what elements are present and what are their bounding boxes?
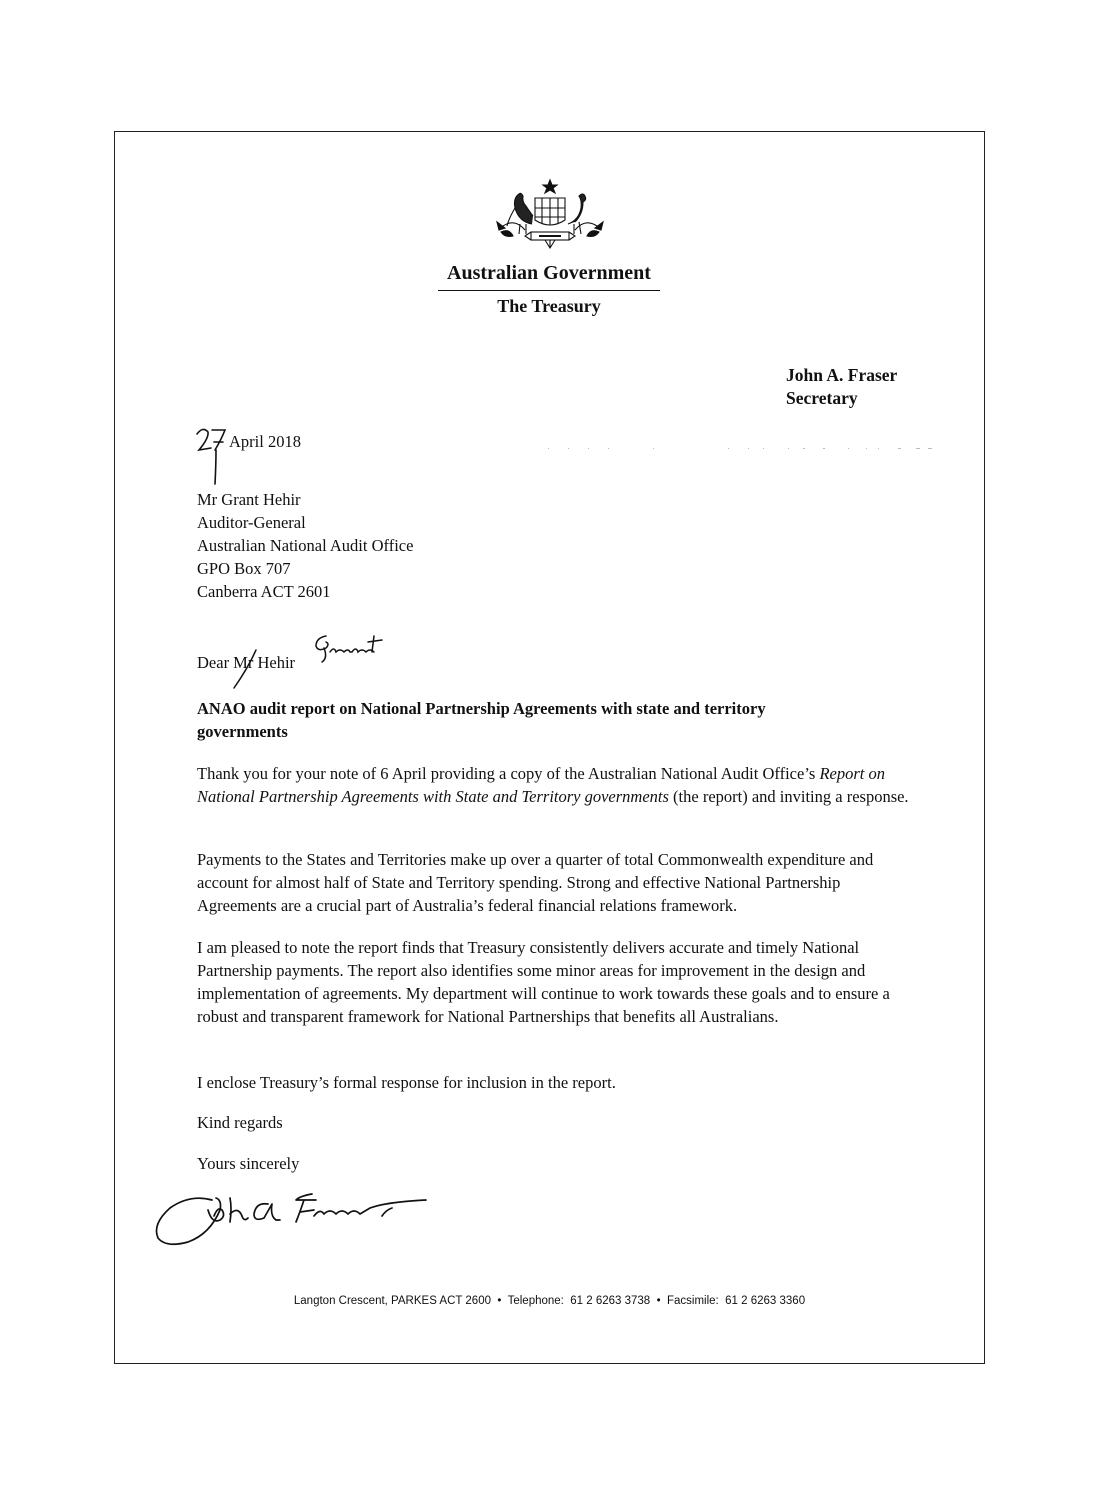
paragraph-2-block xyxy=(197,848,917,917)
letter-subject: ANAO audit report on National Partnership Agreements with state and territory governments xyxy=(197,699,766,741)
letter-body xyxy=(197,762,917,808)
closing-yours-sincerely: Yours sincerely xyxy=(197,1154,300,1173)
paragraph-4: I enclose Treasury’s formal response for inclusion in the report. xyxy=(197,1073,616,1092)
paragraph-3-block xyxy=(197,936,917,1028)
paragraph-2: Payments to the States and Territories make up over a quarter of total Commonwealth expenditure and account for almost half of State and Territory spending. Strong and effective National Partnership Agreements are a crucial part of Australia’s federal financial relations framework. xyxy=(197,850,874,915)
closing-kind-regards: Kind regards xyxy=(197,1113,283,1132)
coat-of-arms-icon xyxy=(495,178,605,250)
paragraph-3: I am pleased to note the report finds that Treasury consistently delivers accurate and timely National Partnership payments. The report also identifies some minor areas for improvement in the design and implementation of agreements. My department will continue to work towards these goals and to ensure a robust and transparent framework for National Partnerships that benefits all Australians. xyxy=(197,938,890,1026)
address-line: Canberra ACT 2601 xyxy=(197,582,331,601)
signature-image xyxy=(150,1186,430,1252)
address-line: Auditor-General xyxy=(197,513,306,532)
address-line: GPO Box 707 xyxy=(197,559,291,578)
sender-name: John A. Fraser xyxy=(786,365,898,385)
paragraph-1-text: Thank you for your note of 6 April providing a copy of the Australian National Audit Office’s xyxy=(197,764,816,783)
government-name: Australian Government xyxy=(447,262,651,284)
paragraph-1 xyxy=(197,762,917,808)
salutation: Dear Mr Hehir xyxy=(197,653,296,672)
letter-date: April 2018 xyxy=(229,432,301,451)
paragraph-1-text-end: (the report) and inviting a response. xyxy=(673,787,909,806)
handwritten-strikethrough xyxy=(228,646,264,692)
recipient-address xyxy=(197,488,413,603)
paragraph-4-block xyxy=(197,1071,917,1094)
sender-title: Secretary xyxy=(786,388,858,408)
header-divider xyxy=(438,290,660,291)
report-title: Report on National Partnership Agreements with State and Territory governments xyxy=(197,764,885,806)
address-line: Mr Grant Hehir xyxy=(197,490,301,509)
handwritten-date xyxy=(193,424,229,488)
letterhead-footer: Langton Crescent, PARKES ACT 2600 • Telephone: 61 2 6263 3738 • Facsimile: 61 2 6263 3360 xyxy=(293,1295,806,1307)
handwritten-first-name xyxy=(312,632,392,666)
address-line: Australian National Audit Office xyxy=(197,536,414,555)
scan-specks xyxy=(548,446,938,452)
department-name: The Treasury xyxy=(497,296,601,316)
